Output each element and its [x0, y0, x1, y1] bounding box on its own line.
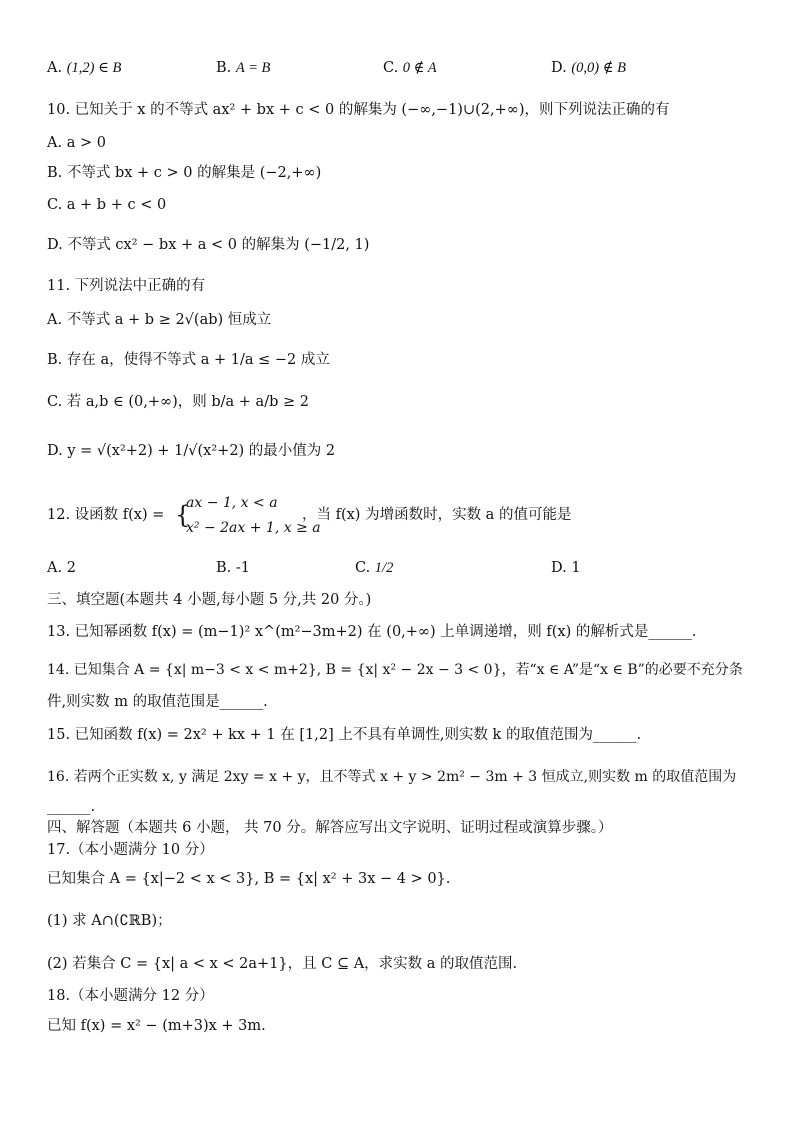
q11-option-d: D. y = √(x²+2) + 1/√(x²+2) 的最小值为 2 — [47, 443, 336, 459]
q18-header: 18.（本小题满分 12 分） — [47, 988, 214, 1004]
q12-option-b: B. -1 — [216, 560, 250, 576]
q11-option-c: C. 若 a,b ∈ (0,+∞)，则 b/a + a/b ≥ 2 — [47, 394, 309, 410]
q16-line-1: 16. 若两个正实数 x, y 满足 2xy = x + y，且不等式 x + y > 2m² − 3m + 3 恒成立,则实数 m 的取值范围为 — [47, 769, 737, 785]
q17-part-2: (2) 若集合 C = {x| a < x < 2a+1}，且 C ⊆ A，求实数 a 的取值范围. — [47, 956, 518, 972]
q9-option-c: C. 0 ∉ A — [383, 60, 437, 76]
q15: 15. 已知函数 f(x) = 2x² + kx + 1 在 [1,2] 上不具有单调性,则实数 k 的取值范围为______. — [47, 727, 642, 743]
q18-stem: 已知 f(x) = x² − (m+3)x + 3m. — [47, 1018, 266, 1034]
q12-stem-suffix: ，当 f(x) 为增函数时，实数 a 的值可能是 — [302, 507, 572, 523]
q17-stem: 已知集合 A = {x|−2 < x < 3}, B = {x| x² + 3x − 4 > 0}. — [47, 871, 451, 887]
q13: 13. 已知幂函数 f(x) = (m−1)² x^(m²−3m+2) 在 (0,+∞) 上单调递增，则 f(x) 的解析式是______. — [47, 624, 697, 640]
q10-option-c: C. a + b + c < 0 — [47, 197, 167, 213]
q10-option-b: B. 不等式 bx + c > 0 的解集是 (−2,+∞) — [47, 165, 322, 181]
q10-option-a: A. a > 0 — [47, 135, 106, 151]
q12-option-a: A. 2 — [47, 560, 76, 576]
piecewise-brace: { — [175, 501, 191, 529]
q11-option-a: A. 不等式 a + b ≥ 2√(ab) 恒成立 — [47, 312, 272, 328]
q12-case-2: x² − 2ax + 1, x ≥ a — [186, 520, 321, 536]
q14-line-2: 件,则实数 m 的取值范围是______. — [47, 694, 268, 710]
q12-stem-prefix: 12. 设函数 f(x) = — [47, 507, 165, 523]
section-3-title: 三、填空题(本题共 4 小题,每小题 5 分,共 20 分。) — [47, 592, 372, 608]
q10-option-d: D. 不等式 cx² − bx + a < 0 的解集为 (−1/2, 1) — [47, 237, 370, 253]
q17-header: 17.（本小题满分 10 分） — [47, 842, 214, 858]
q12-case-1: ax − 1, x < a — [186, 495, 278, 511]
q9-option-b: B. A = B — [216, 60, 271, 76]
q12-option-d: D. 1 — [551, 560, 581, 576]
q16-line-2: ______. — [47, 799, 96, 815]
q10-stem: 10. 已知关于 x 的不等式 ax² + bx + c < 0 的解集为 (−∞,−1)∪(2,+∞)，则下列说法正确的有 — [47, 102, 670, 118]
q11-stem: 11. 下列说法中正确的有 — [47, 278, 206, 294]
q17-part-1: (1) 求 A∩(∁ℝB)； — [47, 913, 172, 929]
section-4-title: 四、解答题（本题共 6 小题， 共 70 分。解答应写出文字说明、证明过程或演算步骤。） — [47, 820, 613, 836]
q9-option-a: A. (1,2) ∈ B — [47, 60, 122, 76]
q14-line-1: 14. 已知集合 A = {x| m−3 < x < m+2}, B = {x| x² − 2x − 3 < 0}，若“x ∈ A”是“x ∈ B”的必要不充分条 — [47, 662, 743, 678]
q9-option-d: D. (0,0) ∉ B — [551, 60, 626, 76]
q12-option-c: C. 1/2 — [355, 560, 394, 576]
q11-option-b: B. 存在 a，使得不等式 a + 1/a ≤ −2 成立 — [47, 352, 330, 368]
